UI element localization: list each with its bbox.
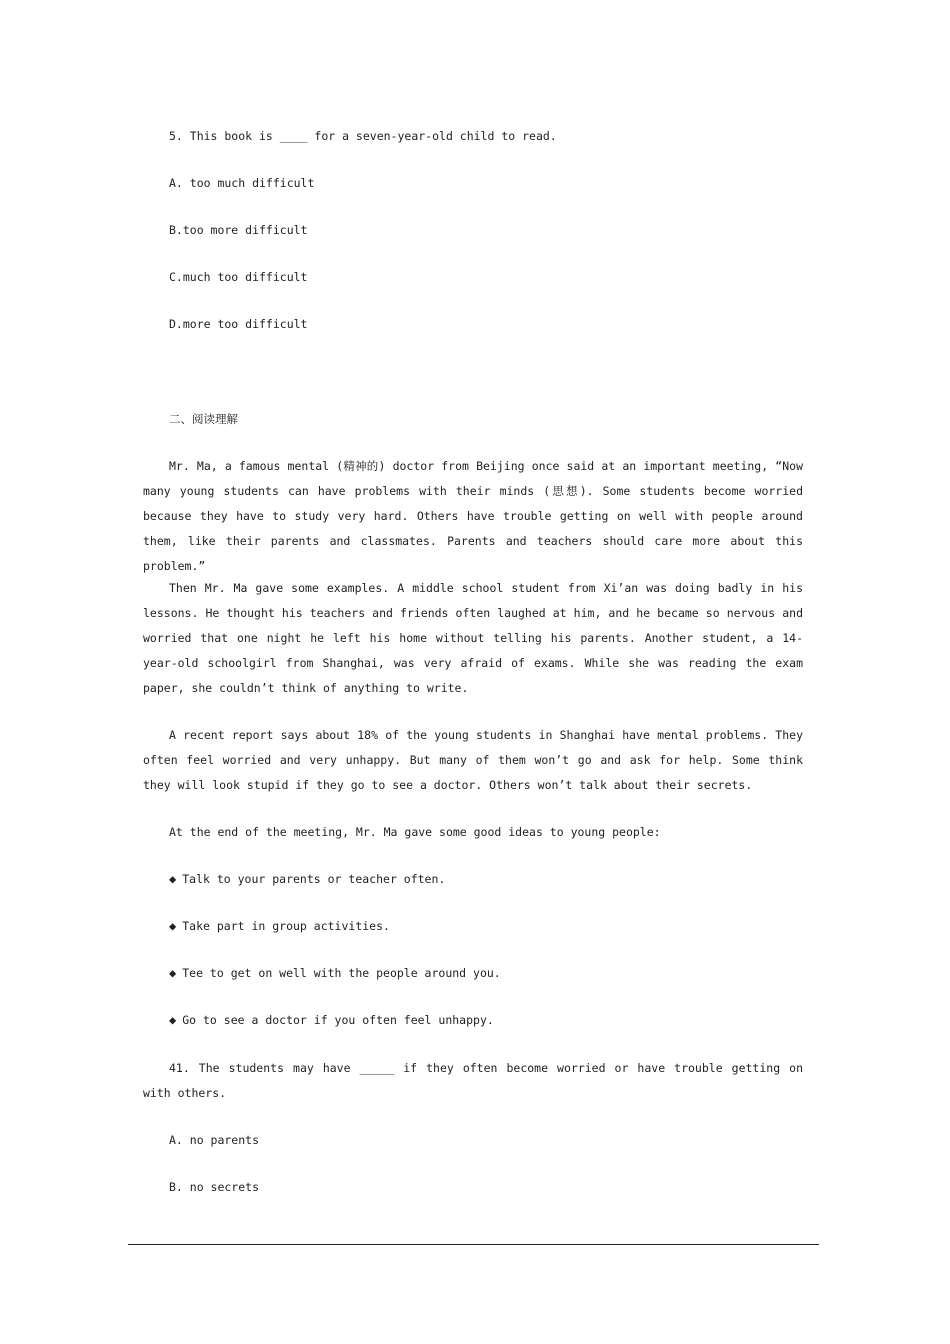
passage-paragraph-3: A recent report says about 18% of the young students in Shanghai have mental problems. They often feel worried and very unhappy. But many of them won’t go and ask for help. Some think they will look stupid if they go to see a doctor. Others won’t talk about their secrets. [143,728,803,792]
question-41-option-a: A. no parents [169,1133,260,1147]
question-41-option-b: B. no secrets [169,1180,260,1194]
passage-paragraph-1: Mr. Ma, a famous mental (精神的) doctor from Beijing once said at an important meeting, “Now many young students can have problems with their minds (思想). Some students become worried because they have to study very hard. Others have trouble getting on well with people around them, like their parents and classmates. Parents and teachers should care more about this problem.” [143,459,803,573]
diamond-bullet-icon: ◆ [169,919,177,933]
footer-divider [128,1244,819,1245]
question-5-option-a: A. too much difficult [169,176,315,190]
question-5-option-c: C.much too difficult [169,270,308,284]
bullet-text: Talk to your parents or teacher often. [182,872,446,886]
bullet-text: Tee to get on well with the people around you. [182,966,501,980]
question-5-option-d: D.more too difficult [169,317,308,331]
bullet-item [169,961,501,986]
bullet-item [169,914,390,939]
question-41-stem: 41. The students may have _____ if they often become worried or have trouble getting on with others. [143,1061,803,1100]
diamond-bullet-icon: ◆ [169,872,177,886]
passage-paragraph-2: Then Mr. Ma gave some examples. A middle school student from Xi’an was doing badly in his lessons. He thought his teachers and friends often laughed at him, and he became so nervous and worried that one night he left his home without telling his parents. Another student, a 14-year-old schoolgirl from Shanghai, was very afraid of exams. While she was reading the exam paper, she couldn’t think of anything to write. [143,581,803,695]
passage-paragraph-4: At the end of the meeting, Mr. Ma gave some good ideas to young people: [169,825,661,839]
bullet-text: Go to see a doctor if you often feel unhappy. [182,1013,494,1027]
diamond-bullet-icon: ◆ [169,966,177,980]
question-5-stem: 5. This book is ____ for a seven-year-old child to read. [169,129,557,143]
section-heading: 二、阅读理解 [169,412,238,426]
bullet-item [169,867,445,892]
question-5-option-b: B.too more difficult [169,223,308,237]
diamond-bullet-icon: ◆ [169,1013,177,1027]
bullet-text: Take part in group activities. [182,919,390,933]
bullet-item [169,1008,494,1033]
